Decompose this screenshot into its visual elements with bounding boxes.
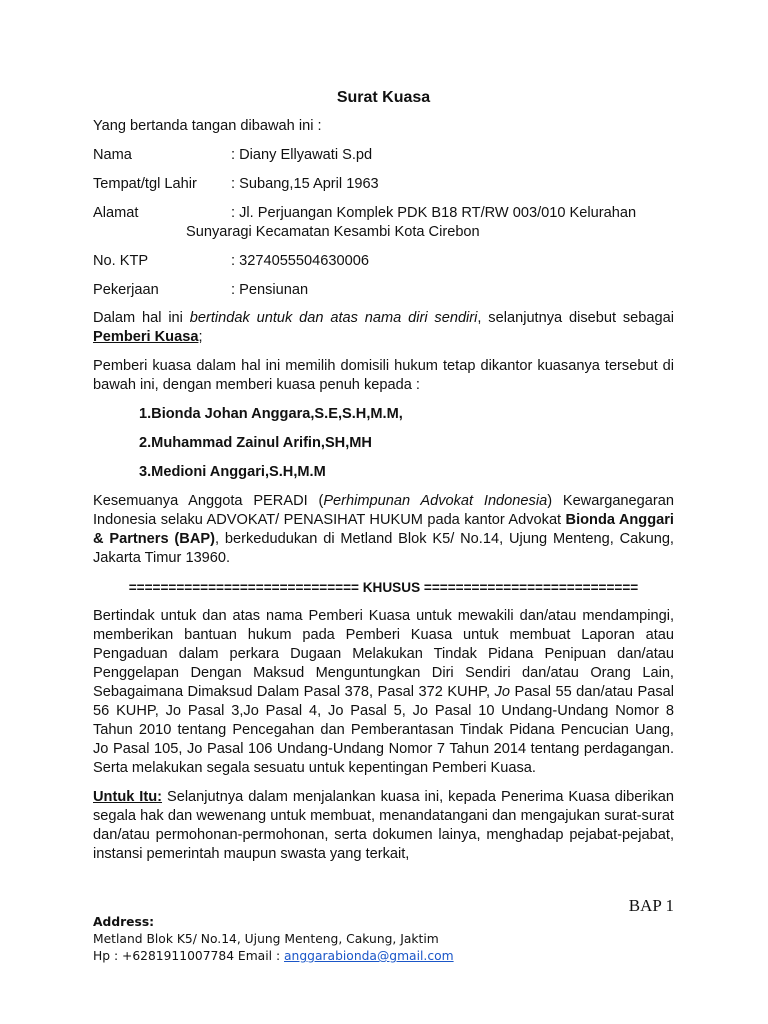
field-label: Tempat/tgl Lahir <box>93 176 197 192</box>
paragraph-domicile: Pemberi kuasa dalam hal ini memilih domisili hukum tetap dikantor kuasanya tersebut di bawah ini, dengan memberi kuasa penuh kepada : <box>93 358 674 393</box>
page-title: Surat Kuasa <box>336 89 431 106</box>
text-segment: Selanjutnya dalam menjalankan kuasa ini, kepada Penerima Kuasa diberikan segala hak dan wewenang untuk membuat, menandatangani dan mengajukan surat-surat dan/atau permohonan-permohonan, serta dokumen lainya, menghadap pejabat-pejabat, instansi pemerintah maupun swasta yang terkait, <box>93 789 674 862</box>
text-segment: Bertindak untuk dan atas nama Pemberi Kuasa untuk mewakili dan/atau mendampingi, memberikan bantuan hukum pada Pemberi Kuasa untuk membuat Laporan atau Pengaduan dalam perkara Dugaan Melakukan Tindak Pidana Penipuan dan/atau Penggelapan Dengan Maksud Menguntungkan Diri Sendiri dan/atau Orang Lain, Sebagaimana Dimaksud Dalam Pasal 378, Pasal 372 KUHP, <box>93 608 674 700</box>
paragraph-representation <box>93 309 674 347</box>
field-label: Nama <box>93 147 132 163</box>
paragraph-untuk-itu-wrap <box>93 788 674 864</box>
field-row-alamat <box>93 204 674 242</box>
attorney-item: 3.Medioni Anggari,S.H,M.M <box>139 464 326 480</box>
field-label: Alamat <box>93 205 139 221</box>
page-number: BAP 1 <box>628 896 674 915</box>
text-segment: ; <box>198 329 203 345</box>
attorney-item: 2.Muhammad Zainul Arifin,SH,MH <box>139 435 372 451</box>
pemberi-kuasa-term: Pemberi Kuasa <box>93 329 199 345</box>
italic-text: Perhimpunan Advokat Indonesia <box>323 493 548 509</box>
field-row-nama <box>93 146 674 165</box>
text-segment: , berkedudukan di Metland Blok K5/ No.14, Ujung Menteng, Cakung, Jakarta Timur 13960. <box>93 531 674 566</box>
attorney-item: 1.Bionda Johan Anggara,S.E,S.H,M.M, <box>139 406 403 422</box>
italic-text: Jo <box>494 684 510 700</box>
footer-heading: Address: <box>93 915 155 929</box>
field-value: : Pensiunan <box>231 282 309 298</box>
paragraph-mandate <box>93 607 674 778</box>
khusus-divider: ============================= KHUSUS =========================== <box>128 580 639 595</box>
field-row-ktp <box>93 252 674 271</box>
text-segment: Kesemuanya Anggota PERADI ( <box>93 493 324 509</box>
field-row-ttl <box>93 175 674 194</box>
paragraph-peradi <box>93 492 674 568</box>
footer-contact-line <box>93 948 454 965</box>
untuk-itu-lead: Untuk Itu: <box>93 789 162 805</box>
intro-text: Yang bertanda tangan dibawah ini : <box>93 118 322 134</box>
letter-body <box>93 88 674 864</box>
field-label: Pekerjaan <box>93 282 159 298</box>
footer-address-line: Metland Blok K5/ No.14, Ujung Menteng, Cakung, Jaktim <box>93 932 439 946</box>
text-segment: Pasal 55 dan/atau Pasal 56 KUHP, Jo Pasal 3,Jo Pasal 4, Jo Pasal 5, Jo Pasal 10 Undang-Undang Nomor 8 Tahun 2010 tentang Pencegahan dan Pemberantasan Tindak Pidana Pencucian Uang, Jo Pasal 105, Jo Pasal 106 Undang-Undang Nomor 7 Tahun 2014 tentang perdagangan. Serta melakukan segala sesuatu untuk kepentingan Pemberi Kuasa. <box>93 684 674 776</box>
footer-address <box>93 914 454 965</box>
email-link[interactable]: anggarabionda@gmail.com <box>284 949 454 963</box>
field-value: : 3274055504630006 <box>231 253 369 269</box>
paragraph-untuk-itu <box>93 788 674 864</box>
italic-text: bertindak untuk dan atas nama diri sendiri <box>189 310 478 326</box>
field-label: No. KTP <box>93 253 149 269</box>
text-segment: Dalam hal ini <box>93 310 190 326</box>
field-row-pekerjaan <box>93 281 674 300</box>
footer-phone: Hp : +6281911007784 Email : <box>93 949 285 963</box>
text-segment: , selanjutnya disebut sebagai <box>477 310 674 326</box>
text-segment: ) Kewarganegaran Indonesia selaku ADVOKAT/ PENASIHAT HUKUM pada kantor Advokat <box>93 493 674 528</box>
field-value: : Diany Ellyawati S.pd <box>231 147 373 163</box>
firm-name: Bionda Anggari & Partners (BAP) <box>93 512 674 547</box>
field-value: : Subang,15 April 1963 <box>231 176 379 192</box>
field-value-continued: Sunyaragi Kecamatan Kesambi Kota Cirebon <box>186 224 480 240</box>
field-value: : Jl. Perjuangan Komplek PDK B18 RT/RW 003/010 Kelurahan <box>231 205 637 221</box>
